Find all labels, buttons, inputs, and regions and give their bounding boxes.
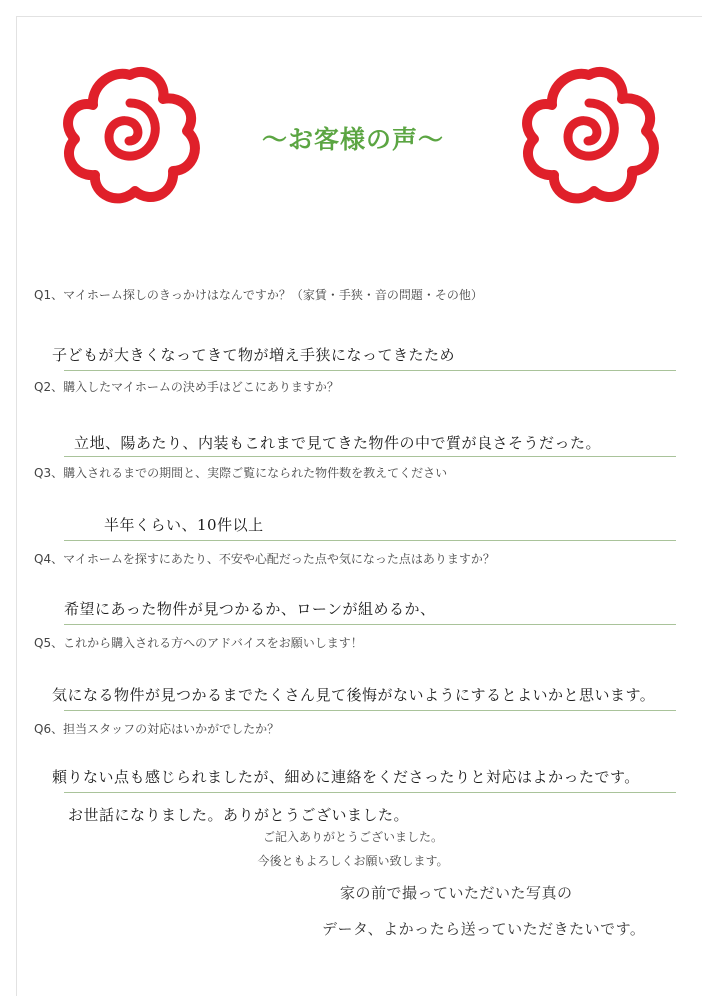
question-6: Q6、担当スタッフの対応はいかがでしたか？ xyxy=(34,722,280,736)
question-1: Q1、マイホーム探しのきっかけはなんですか？（家賃・手狭・音の問題・その他） xyxy=(34,288,483,302)
answer-1: 子どもが大きくなってきて物が増え手狭になってきたため xyxy=(52,346,456,364)
answer-6: 頼りない点も感じられましたが、細めに連絡をくださったりと対応はよかったです。 xyxy=(52,768,640,786)
question-2: Q2、購入したマイホームの決め手はどこにありますか？ xyxy=(34,380,339,394)
answer-3: 半年くらい、10件以上 xyxy=(104,516,264,534)
answer-6-line-2: お世話になりました。ありがとうございました。 xyxy=(68,806,410,824)
question-4: Q4、マイホームを探すにあたり、不安や心配だった点や気になった点はありますか？ xyxy=(34,552,495,566)
answer-5: 気になる物件が見つかるまでたくさん見て後悔がないようにするとよいかと思います。 xyxy=(52,686,656,704)
page-title: ～お客様の声～ xyxy=(261,125,444,154)
question-3: Q3、購入されるまでの期間と、実際ご覧になられた物件数を教えてください xyxy=(34,466,448,480)
answer-rule xyxy=(64,456,676,457)
answer-rule xyxy=(64,370,676,371)
question-5: Q5、これから購入される方へのアドバイスをお願いします！ xyxy=(34,636,363,650)
answer-4: 希望にあった物件が見つかるか、ローンが組めるか、 xyxy=(64,600,436,618)
handwritten-note-line-2: データ、よかったら送っていただきたいです。 xyxy=(322,920,646,938)
answer-rule xyxy=(64,792,676,793)
closing-line-2: 今後ともよろしくお願い致します。 xyxy=(257,854,449,868)
closing-line-1: ご記入ありがとうございました。 xyxy=(262,830,443,844)
answer-2: 立地、陽あたり、内装もこれまで見てきた物件の中で質が良さそうだった。 xyxy=(74,434,602,452)
answer-rule xyxy=(64,540,676,541)
handwritten-note-line-1: 家の前で撮っていただいた写真の xyxy=(340,884,573,902)
answer-rule xyxy=(64,710,676,711)
answer-rule xyxy=(64,624,676,625)
